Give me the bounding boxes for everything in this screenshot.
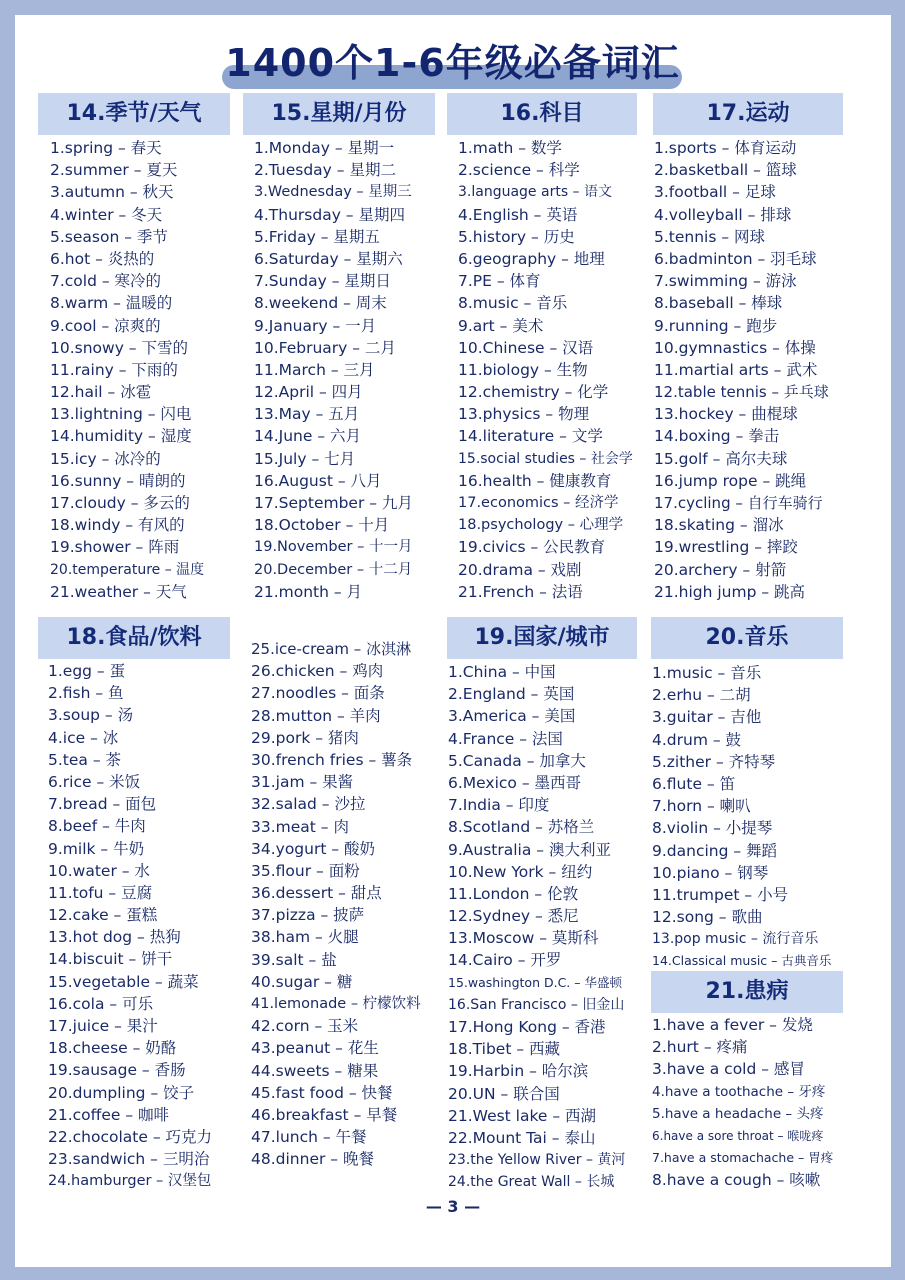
list-item: 4.drum – 鼓 xyxy=(652,730,742,749)
word-list-sports xyxy=(654,137,851,603)
word-list-countries-cities xyxy=(448,661,648,1194)
page-number: — 3 — xyxy=(425,1197,481,1216)
list-item: 2.Tuesday – 星期二 xyxy=(254,161,396,180)
list-item: 13.May – 五月 xyxy=(254,405,360,424)
list-item: 27.noodles – 面条 xyxy=(251,684,385,703)
list-item: 15.July – 七月 xyxy=(254,449,356,468)
list-item: 6.hot – 炎热的 xyxy=(50,249,155,268)
list-item: 1.Monday – 星期一 xyxy=(254,139,395,157)
list-item: 9.cool – 凉爽的 xyxy=(50,316,161,335)
list-item: 3.autumn – 秋天 xyxy=(50,183,174,202)
list-item: 28.mutton – 羊肉 xyxy=(251,706,381,725)
list-item: 3.soup – 汤 xyxy=(48,706,134,725)
list-item: 7.horn – 喇叭 xyxy=(652,797,751,816)
list-item: 6.badminton – 羽毛球 xyxy=(654,249,817,268)
list-item: 2.England – 英国 xyxy=(448,685,575,704)
list-item: 19.shower – 阵雨 xyxy=(50,538,180,557)
list-item: 15.washington D.C. – 华盛顿 xyxy=(448,974,622,990)
list-item: 25.ice-cream – 冰淇淋 xyxy=(251,640,412,658)
list-item: 18.Tibet – 西藏 xyxy=(448,1040,561,1059)
list-item: 9.dancing – 舞蹈 xyxy=(652,841,778,860)
list-item: 1.math – 数学 xyxy=(458,139,562,157)
list-item: 8.Scotland – 苏格兰 xyxy=(448,818,595,837)
list-item: 19.November – 十一月 xyxy=(254,539,413,556)
list-item: 5.Canada – 加拿大 xyxy=(448,751,586,770)
list-item: 16.August – 八月 xyxy=(254,471,382,490)
list-item: 9.January – 一月 xyxy=(254,316,377,335)
list-item: 21.month – 月 xyxy=(254,582,363,601)
list-item: 5.history – 历史 xyxy=(458,227,575,246)
list-item: 2.summer – 夏天 xyxy=(50,161,178,180)
list-item: 2.fish – 鱼 xyxy=(48,684,124,703)
list-item: 8.weekend – 周末 xyxy=(254,294,387,313)
list-item: 41.lemonade – 柠檬饮料 xyxy=(251,996,421,1012)
list-item: 34.yogurt – 酸奶 xyxy=(251,839,376,858)
list-item: 20.December – 十二月 xyxy=(254,561,413,578)
list-item: 10.Chinese – 汉语 xyxy=(458,338,594,357)
list-item: 2.basketball – 篮球 xyxy=(654,161,797,180)
list-item: 18.cheese – 奶酪 xyxy=(48,1039,177,1058)
list-item: 21.coffee – 咖啡 xyxy=(48,1105,170,1124)
list-item: 20.drama – 戏剧 xyxy=(458,560,582,579)
list-item: 11.trumpet – 小号 xyxy=(652,885,789,904)
section-heading-subjects: 16.科目 xyxy=(447,93,637,135)
section-heading-week-month: 15.星期/月份 xyxy=(243,93,435,135)
list-item: 11.biology – 生物 xyxy=(458,360,588,379)
list-item: 6.geography – 地理 xyxy=(458,249,605,268)
list-item: 14.Classical music – 古典音乐 xyxy=(652,953,832,969)
list-item: 11.tofu – 豆腐 xyxy=(48,883,153,902)
list-item: 31.jam – 果酱 xyxy=(251,773,354,792)
list-item: 6.have a sore throat – 喉咙疼 xyxy=(652,1128,824,1143)
list-item: 1.spring – 春天 xyxy=(50,139,162,157)
list-item: 9.art – 美术 xyxy=(458,316,544,335)
list-item: 16.cola – 可乐 xyxy=(48,994,154,1013)
list-item: 45.fast food – 快餐 xyxy=(251,1083,393,1102)
list-item: 13.hot dog – 热狗 xyxy=(48,928,181,947)
list-item: 2.science – 科学 xyxy=(458,161,580,180)
list-item: 14.humidity – 湿度 xyxy=(50,427,192,446)
list-item: 17.economics – 经济学 xyxy=(458,495,619,511)
list-item: 3.Wednesday – 星期三 xyxy=(254,184,412,201)
word-list-seasons-weather xyxy=(50,137,235,603)
list-item: 8.beef – 牛肉 xyxy=(48,817,146,836)
list-item: 16.San Francisco – 旧金山 xyxy=(448,996,625,1013)
title-banner xyxy=(210,35,695,95)
list-item: 4.English – 英语 xyxy=(458,205,578,224)
list-item: 1.have a fever – 发烧 xyxy=(652,1016,813,1034)
list-item: 47.lunch – 午餐 xyxy=(251,1128,367,1147)
list-item: 22.Mount Tai – 泰山 xyxy=(448,1128,596,1147)
list-item: 16.jump rope – 跳绳 xyxy=(654,471,807,490)
list-item: 18.windy – 有风的 xyxy=(50,516,185,535)
list-item: 10.snowy – 下雪的 xyxy=(50,338,188,357)
list-item: 9.Australia – 澳大利亚 xyxy=(448,840,611,859)
list-item: 22.chocolate – 巧克力 xyxy=(48,1127,213,1146)
list-item: 6.flute – 笛 xyxy=(652,774,736,793)
list-item: 21.French – 法语 xyxy=(458,582,583,601)
list-item: 3.guitar – 吉他 xyxy=(652,708,762,727)
list-item: 33.meat – 肉 xyxy=(251,817,349,836)
list-item: 11.rainy – 下雨的 xyxy=(50,360,178,379)
list-item: 8.warm – 温暖的 xyxy=(50,294,173,313)
list-item: 12.table tennis – 乒乓球 xyxy=(654,383,829,402)
list-item: 4.have a toothache – 牙疼 xyxy=(652,1083,826,1100)
list-item: 17.September – 九月 xyxy=(254,494,413,512)
list-item: 40.sugar – 糖 xyxy=(251,972,353,991)
list-item: 17.cycling – 自行车骑行 xyxy=(654,494,823,512)
list-item: 12.chemistry – 化学 xyxy=(458,383,609,402)
list-item: 12.song – 歌曲 xyxy=(652,908,763,927)
list-item: 15.icy – 冰冷的 xyxy=(50,449,161,468)
list-item: 5.tea – 茶 xyxy=(48,750,122,769)
list-item: 13.physics – 物理 xyxy=(458,405,590,424)
list-item: 12.hail – 冰雹 xyxy=(50,383,152,402)
list-item: 8.baseball – 棒球 xyxy=(654,294,783,313)
list-item: 8.violin – 小提琴 xyxy=(652,819,773,838)
section-heading-music: 20.音乐 xyxy=(651,617,843,659)
document-page xyxy=(15,15,891,1267)
section-heading-sports: 17.运动 xyxy=(653,93,843,135)
list-item: 18.skating – 溜冰 xyxy=(654,516,784,535)
list-item: 23.sandwich – 三明治 xyxy=(48,1150,210,1169)
list-item: 36.dessert – 甜点 xyxy=(251,884,382,903)
list-item: 10.New York – 纽约 xyxy=(448,862,593,881)
list-item: 11.London – 伦敦 xyxy=(448,884,579,903)
section-heading-seasons-weather: 14.季节/天气 xyxy=(38,93,230,135)
list-item: 21.weather – 天气 xyxy=(50,582,187,601)
list-item: 5.season – 季节 xyxy=(50,227,168,246)
list-item: 19.wrestling – 摔跤 xyxy=(654,538,798,557)
list-item: 7.swimming – 游泳 xyxy=(654,272,797,291)
list-item: 12.Sydney – 悉尼 xyxy=(448,907,579,926)
list-item: 16.sunny – 晴朗的 xyxy=(50,471,186,490)
list-item: 21.West lake – 西湖 xyxy=(448,1106,597,1125)
list-item: 7.India – 印度 xyxy=(448,796,550,815)
list-item: 14.Cairo – 开罗 xyxy=(448,951,562,970)
list-item: 48.dinner – 晚餐 xyxy=(251,1150,374,1169)
list-item: 14.literature – 文学 xyxy=(458,427,603,446)
word-list-subjects xyxy=(458,137,646,603)
section-heading-illness: 21.患病 xyxy=(651,971,843,1013)
list-item: 4.volleyball – 排球 xyxy=(654,205,792,224)
list-item: 46.breakfast – 早餐 xyxy=(251,1105,398,1124)
list-item: 20.UN – 联合国 xyxy=(448,1084,560,1103)
list-item: 6.rice – 米饭 xyxy=(48,772,141,791)
list-item: 19.Harbin – 哈尔滨 xyxy=(448,1062,589,1081)
list-item: 2.erhu – 二胡 xyxy=(652,686,751,705)
list-item: 16.health – 健康教育 xyxy=(458,471,612,490)
list-item: 8.music – 音乐 xyxy=(458,294,568,313)
list-item: 5.Friday – 星期五 xyxy=(254,227,380,246)
list-item: 7.cold – 寒冷的 xyxy=(50,272,162,291)
list-item: 6.Saturday – 星期六 xyxy=(254,249,403,268)
list-item: 2.hurt – 疼痛 xyxy=(652,1038,748,1057)
list-item: 7.bread – 面包 xyxy=(48,795,157,814)
list-item: 1.sports – 体育运动 xyxy=(654,139,797,157)
word-list-week-month xyxy=(254,137,449,603)
list-item: 8.have a cough – 咳嗽 xyxy=(652,1171,821,1190)
list-item: 3.have a cold – 感冒 xyxy=(652,1060,805,1079)
list-item: 6.Mexico – 墨西哥 xyxy=(448,773,582,792)
list-item: 38.ham – 火腿 xyxy=(251,928,359,947)
list-item: 19.sausage – 香肠 xyxy=(48,1061,186,1080)
list-item: 15.social studies – 社会学 xyxy=(458,450,633,467)
list-item: 1.egg – 蛋 xyxy=(48,662,126,680)
word-list-food-drinks xyxy=(48,660,243,1193)
list-item: 13.Moscow – 莫斯科 xyxy=(448,929,599,948)
section-heading-countries-cities: 19.国家/城市 xyxy=(447,617,637,659)
list-item: 21.high jump – 跳高 xyxy=(654,582,806,601)
list-item: 4.Thursday – 星期四 xyxy=(254,205,405,224)
list-item: 17.cloudy – 多云的 xyxy=(50,494,190,512)
list-item: 7.have a stomachache – 胃疼 xyxy=(652,1150,834,1166)
list-item: 5.tennis – 网球 xyxy=(654,227,766,246)
list-item: 23.the Yellow River – 黄河 xyxy=(448,1152,626,1169)
list-item: 24.hamburger – 汉堡包 xyxy=(48,1173,212,1190)
word-list-illness xyxy=(652,1014,852,1192)
list-item: 18.psychology – 心理学 xyxy=(458,517,624,534)
list-item: 18.October – 十月 xyxy=(254,516,390,535)
list-item: 3.football – 足球 xyxy=(654,183,776,202)
page-title: 1400个1-6年级必备词汇 xyxy=(225,41,680,85)
list-item: 7.Sunday – 星期日 xyxy=(254,272,391,291)
list-item: 35.flour – 面粉 xyxy=(251,861,360,880)
list-item: 44.sweets – 糖果 xyxy=(251,1061,379,1080)
list-item: 1.music – 音乐 xyxy=(652,664,762,682)
list-item: 4.ice – 冰 xyxy=(48,728,119,747)
list-item: 12.cake – 蛋糕 xyxy=(48,906,158,925)
list-item: 14.boxing – 拳击 xyxy=(654,427,780,446)
list-item: 19.civics – 公民教育 xyxy=(458,538,606,557)
list-item: 30.french fries – 薯条 xyxy=(251,750,413,769)
list-item: 1.China – 中国 xyxy=(448,663,556,681)
list-item: 3.language arts – 语文 xyxy=(458,184,613,201)
list-item: 10.February – 二月 xyxy=(254,338,396,357)
list-item: 24.the Great Wall – 长城 xyxy=(448,1174,615,1191)
word-list-music xyxy=(652,662,852,973)
list-item: 14.June – 六月 xyxy=(254,427,362,446)
list-item: 20.temperature – 温度 xyxy=(50,561,205,578)
list-item: 20.dumpling – 饺子 xyxy=(48,1083,195,1102)
list-item: 17.juice – 果汁 xyxy=(48,1017,158,1035)
list-item: 4.France – 法国 xyxy=(448,729,563,748)
list-item: 26.chicken – 鸡肉 xyxy=(251,662,384,681)
list-item: 5.have a headache – 头疼 xyxy=(652,1105,824,1122)
list-item: 13.hockey – 曲棍球 xyxy=(654,405,798,424)
list-item: 7.PE – 体育 xyxy=(458,272,541,291)
list-item: 20.archery – 射箭 xyxy=(654,560,787,579)
list-item: 4.winter – 冬天 xyxy=(50,205,163,224)
list-item: 10.gymnastics – 体操 xyxy=(654,338,816,357)
list-item: 11.March – 三月 xyxy=(254,360,375,379)
section-heading-food-drinks: 18.食品/饮料 xyxy=(38,617,230,659)
list-item: 14.biscuit – 饼干 xyxy=(48,950,173,969)
list-item: 32.salad – 沙拉 xyxy=(251,795,366,814)
list-item: 29.pork – 猪肉 xyxy=(251,728,359,747)
list-item: 9.running – 跑步 xyxy=(654,316,778,335)
list-item: 15.vegetable – 蔬菜 xyxy=(48,972,199,991)
list-item: 12.April – 四月 xyxy=(254,383,363,402)
list-item: 37.pizza – 披萨 xyxy=(251,906,365,925)
list-item: 13.lightning – 闪电 xyxy=(50,405,192,424)
list-item: 3.America – 美国 xyxy=(448,707,576,726)
word-list-food-drinks-continued xyxy=(251,638,446,1171)
list-item: 17.Hong Kong – 香港 xyxy=(448,1018,606,1036)
list-item: 11.martial arts – 武术 xyxy=(654,360,818,379)
list-item: 5.zither – 齐特琴 xyxy=(652,752,776,771)
list-item: 10.piano – 钢琴 xyxy=(652,863,769,882)
list-item: 13.pop music – 流行音乐 xyxy=(652,931,819,948)
list-item: 9.milk – 牛奶 xyxy=(48,839,145,858)
list-item: 10.water – 水 xyxy=(48,861,150,880)
list-item: 15.golf – 高尔夫球 xyxy=(654,449,788,468)
list-item: 43.peanut – 花生 xyxy=(251,1039,379,1058)
list-item: 39.salt – 盐 xyxy=(251,950,337,969)
list-item: 42.corn – 玉米 xyxy=(251,1017,359,1036)
